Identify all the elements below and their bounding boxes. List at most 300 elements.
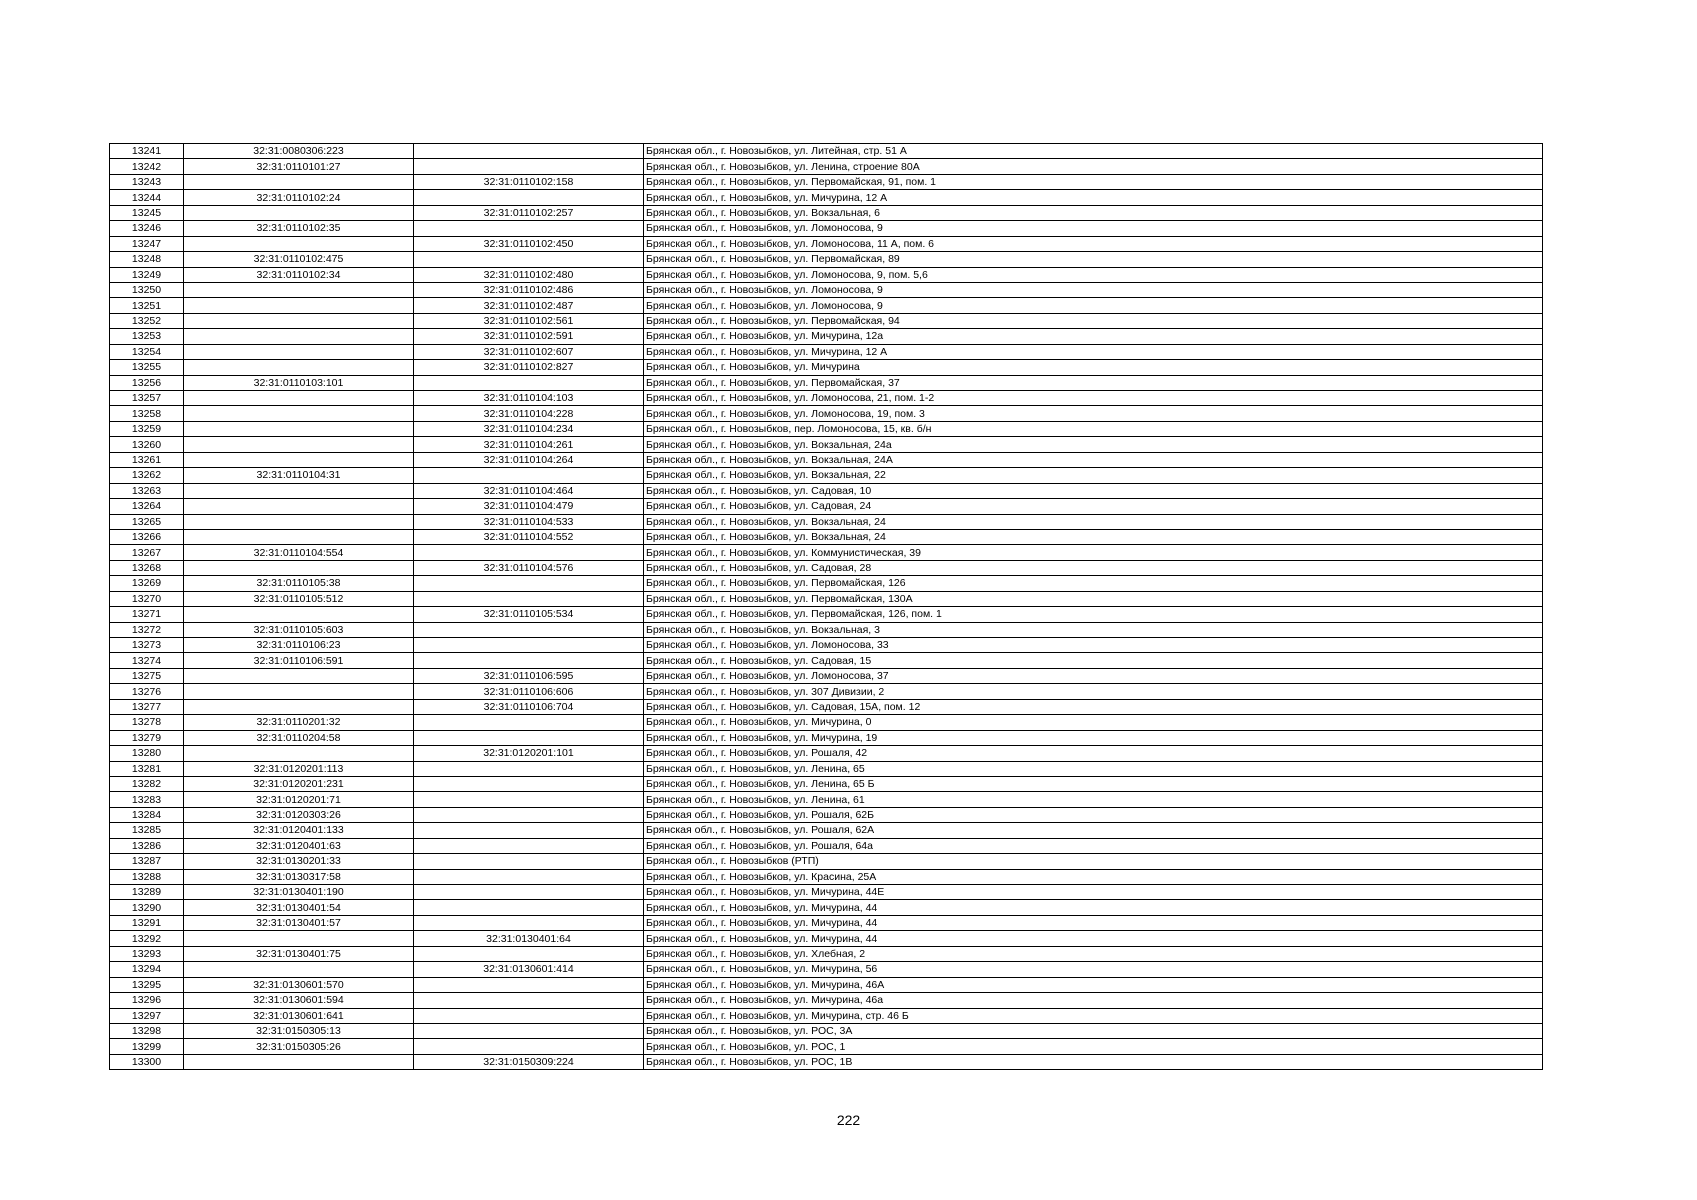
related-cadastral-number-cell [414, 946, 644, 961]
address-cell: Брянская обл., г. Новозыбков, ул. Вокзальная, 3 [644, 622, 1543, 637]
table-row [110, 591, 1543, 606]
cadastral-number-cell: 32:31:0150305:26 [184, 1039, 414, 1054]
row-number-cell: 13295 [110, 977, 184, 992]
address-cell: Брянская обл., г. Новозыбков, ул. Садовая, 10 [644, 483, 1543, 498]
cadastral-number-cell [184, 313, 414, 328]
cadastral-number-cell [184, 421, 414, 436]
table-row [110, 915, 1543, 930]
cadastral-number-cell: 32:31:0120401:133 [184, 823, 414, 838]
address-cell: Брянская обл., г. Новозыбков, ул. Ломоносова, 21, пом. 1-2 [644, 391, 1543, 406]
table-row [110, 468, 1543, 483]
address-cell: Брянская обл., г. Новозыбков, ул. Мичурина, 44 [644, 931, 1543, 946]
address-cell: Брянская обл., г. Новозыбков, ул. Ленина, 61 [644, 792, 1543, 807]
table-row [110, 854, 1543, 869]
registry-sheet [109, 143, 1542, 1070]
related-cadastral-number-cell: 32:31:0110105:534 [414, 607, 644, 622]
cadastral-number-cell: 32:31:0130201:33 [184, 854, 414, 869]
related-cadastral-number-cell: 32:31:0150309:224 [414, 1054, 644, 1069]
address-cell: Брянская обл., г. Новозыбков, ул. Ленина, строение 80А [644, 159, 1543, 174]
address-cell: Брянская обл., г. Новозыбков, ул. Ломоносова, 9 [644, 282, 1543, 297]
related-cadastral-number-cell [414, 761, 644, 776]
related-cadastral-number-cell [414, 993, 644, 1008]
table-row [110, 190, 1543, 205]
row-number-cell: 13279 [110, 730, 184, 745]
cadastral-number-cell [184, 1054, 414, 1069]
table-row [110, 730, 1543, 745]
row-number-cell: 13246 [110, 221, 184, 236]
table-row [110, 545, 1543, 560]
address-cell: Брянская обл., г. Новозыбков, ул. Рошаля, 62А [644, 823, 1543, 838]
cadastral-number-cell: 32:31:0110103:101 [184, 375, 414, 390]
cadastral-number-cell [184, 236, 414, 251]
related-cadastral-number-cell: 32:31:0110102:486 [414, 282, 644, 297]
cadastral-number-cell: 32:31:0110204:58 [184, 730, 414, 745]
address-cell: Брянская обл., г. Новозыбков, ул. Садовая, 24 [644, 499, 1543, 514]
row-number-cell: 13256 [110, 375, 184, 390]
cadastral-number-cell: 32:31:0080306:223 [184, 144, 414, 159]
cadastral-number-cell: 32:31:0130601:594 [184, 993, 414, 1008]
address-cell: Брянская обл., г. Новозыбков, ул. Мичурина, 46а [644, 993, 1543, 1008]
cadastral-number-cell [184, 699, 414, 714]
row-number-cell: 13262 [110, 468, 184, 483]
table-row [110, 962, 1543, 977]
address-cell: Брянская обл., г. Новозыбков, ул. Мичурина, 0 [644, 715, 1543, 730]
row-number-cell: 13275 [110, 668, 184, 683]
table-row [110, 421, 1543, 436]
table-row [110, 344, 1543, 359]
related-cadastral-number-cell: 32:31:0110102:158 [414, 174, 644, 189]
row-number-cell: 13289 [110, 885, 184, 900]
cadastral-number-cell: 32:31:0120201:231 [184, 776, 414, 791]
address-cell: Брянская обл., г. Новозыбков, ул. Литейная, стр. 51 А [644, 144, 1543, 159]
row-number-cell: 13258 [110, 406, 184, 421]
cadastral-number-cell: 32:31:0120201:71 [184, 792, 414, 807]
cadastral-number-cell [184, 560, 414, 575]
row-number-cell: 13244 [110, 190, 184, 205]
table-row [110, 298, 1543, 313]
related-cadastral-number-cell [414, 715, 644, 730]
cadastral-number-cell: 32:31:0110101:27 [184, 159, 414, 174]
related-cadastral-number-cell: 32:31:0110102:827 [414, 360, 644, 375]
row-number-cell: 13286 [110, 838, 184, 853]
cadastral-number-cell: 32:31:0130401:190 [184, 885, 414, 900]
table-row [110, 329, 1543, 344]
table-row [110, 514, 1543, 529]
cadastral-number-cell: 32:31:0110102:34 [184, 267, 414, 282]
table-row [110, 560, 1543, 575]
related-cadastral-number-cell [414, 252, 644, 267]
related-cadastral-number-cell: 32:31:0120201:101 [414, 746, 644, 761]
cadastral-number-cell: 32:31:0110201:32 [184, 715, 414, 730]
cadastral-number-cell: 32:31:0110106:23 [184, 638, 414, 653]
row-number-cell: 13297 [110, 1008, 184, 1023]
table-row [110, 452, 1543, 467]
address-cell: Брянская обл., г. Новозыбков, ул. Первомайская, 126, пом. 1 [644, 607, 1543, 622]
address-cell: Брянская обл., г. Новозыбков, ул. Ломоносова, 9, пом. 5,6 [644, 267, 1543, 282]
address-cell: Брянская обл., г. Новозыбков, ул. Ломоносова, 11 А, пом. 6 [644, 236, 1543, 251]
cadastral-number-cell: 32:31:0110106:591 [184, 653, 414, 668]
table-row [110, 174, 1543, 189]
cadastral-number-cell: 32:31:0110105:38 [184, 576, 414, 591]
row-number-cell: 13255 [110, 360, 184, 375]
address-cell: Брянская обл., г. Новозыбков, ул. Ломоносова, 33 [644, 638, 1543, 653]
row-number-cell: 13294 [110, 962, 184, 977]
table-row [110, 776, 1543, 791]
related-cadastral-number-cell [414, 838, 644, 853]
row-number-cell: 13259 [110, 421, 184, 436]
address-cell: Брянская обл., г. Новозыбков, ул. Мичурина, 12 А [644, 190, 1543, 205]
row-number-cell: 13245 [110, 205, 184, 220]
related-cadastral-number-cell: 32:31:0110104:264 [414, 452, 644, 467]
cadastral-number-cell [184, 499, 414, 514]
row-number-cell: 13278 [110, 715, 184, 730]
address-cell: Брянская обл., г. Новозыбков, ул. Садовая, 15А, пом. 12 [644, 699, 1543, 714]
cadastral-number-cell: 32:31:0110104:554 [184, 545, 414, 560]
row-number-cell: 13260 [110, 437, 184, 452]
address-cell: Брянская обл., г. Новозыбков, ул. Мичурина, 44 [644, 915, 1543, 930]
address-cell: Брянская обл., г. Новозыбков, ул. Вокзальная, 6 [644, 205, 1543, 220]
address-cell: Брянская обл., г. Новозыбков, ул. Ломоносова, 9 [644, 221, 1543, 236]
related-cadastral-number-cell [414, 869, 644, 884]
table-row [110, 715, 1543, 730]
related-cadastral-number-cell [414, 375, 644, 390]
related-cadastral-number-cell [414, 900, 644, 915]
related-cadastral-number-cell [414, 576, 644, 591]
related-cadastral-number-cell: 32:31:0110102:450 [414, 236, 644, 251]
cadastral-number-cell [184, 360, 414, 375]
table-row [110, 1039, 1543, 1054]
table-row [110, 499, 1543, 514]
cadastral-number-cell: 32:31:0130401:75 [184, 946, 414, 961]
address-cell: Брянская обл., г. Новозыбков, ул. Ленина, 65 [644, 761, 1543, 776]
related-cadastral-number-cell: 32:31:0110104:576 [414, 560, 644, 575]
cadastral-number-cell [184, 607, 414, 622]
address-cell: Брянская обл., г. Новозыбков, ул. Вокзальная, 24 [644, 529, 1543, 544]
cadastral-number-cell [184, 483, 414, 498]
address-cell: Брянская обл., г. Новозыбков, ул. Первомайская, 37 [644, 375, 1543, 390]
row-number-cell: 13264 [110, 499, 184, 514]
table-row [110, 931, 1543, 946]
address-cell: Брянская обл., г. Новозыбков, ул. Мичурина, стр. 46 Б [644, 1008, 1543, 1023]
row-number-cell: 13284 [110, 807, 184, 822]
address-cell: Брянская обл., г. Новозыбков, ул. Ломоносова, 9 [644, 298, 1543, 313]
table-row [110, 684, 1543, 699]
cadastral-number-cell [184, 746, 414, 761]
page-number: 222 [836, 1112, 861, 1128]
related-cadastral-number-cell [414, 885, 644, 900]
row-number-cell: 13290 [110, 900, 184, 915]
row-number-cell: 13243 [110, 174, 184, 189]
address-cell: Брянская обл., г. Новозыбков, ул. РОС, 3А [644, 1023, 1543, 1038]
related-cadastral-number-cell [414, 915, 644, 930]
address-cell: Брянская обл., г. Новозыбков, ул. Мичурина, 56 [644, 962, 1543, 977]
table-row [110, 838, 1543, 853]
cadastral-number-cell [184, 344, 414, 359]
related-cadastral-number-cell [414, 730, 644, 745]
cadastral-number-cell [184, 684, 414, 699]
row-number-cell: 13250 [110, 282, 184, 297]
row-number-cell: 13272 [110, 622, 184, 637]
row-number-cell: 13276 [110, 684, 184, 699]
table-row [110, 807, 1543, 822]
related-cadastral-number-cell: 32:31:0130401:64 [414, 931, 644, 946]
related-cadastral-number-cell [414, 854, 644, 869]
table-row [110, 576, 1543, 591]
address-cell: Брянская обл., г. Новозыбков, ул. Первомайская, 126 [644, 576, 1543, 591]
table-row [110, 668, 1543, 683]
related-cadastral-number-cell [414, 622, 644, 637]
row-number-cell: 13265 [110, 514, 184, 529]
cadastral-number-cell [184, 406, 414, 421]
related-cadastral-number-cell: 32:31:0110104:234 [414, 421, 644, 436]
row-number-cell: 13261 [110, 452, 184, 467]
row-number-cell: 13273 [110, 638, 184, 653]
row-number-cell: 13242 [110, 159, 184, 174]
cadastral-number-cell [184, 391, 414, 406]
row-number-cell: 13277 [110, 699, 184, 714]
address-cell: Брянская обл., г. Новозыбков, ул. Вокзальная, 24А [644, 452, 1543, 467]
table-row [110, 282, 1543, 297]
address-cell: Брянская обл., г. Новозыбков, ул. Красина, 25А [644, 869, 1543, 884]
cadastral-number-cell: 32:31:0110102:35 [184, 221, 414, 236]
address-cell: Брянская обл., г. Новозыбков, ул. Рошаля, 42 [644, 746, 1543, 761]
cadastral-number-cell: 32:31:0130601:570 [184, 977, 414, 992]
related-cadastral-number-cell: 32:31:0110104:479 [414, 499, 644, 514]
row-number-cell: 13254 [110, 344, 184, 359]
registry-table [109, 143, 1543, 1070]
row-number-cell: 13270 [110, 591, 184, 606]
row-number-cell: 13291 [110, 915, 184, 930]
address-cell: Брянская обл., г. Новозыбков, ул. Мичурина [644, 360, 1543, 375]
address-cell: Брянская обл., г. Новозыбков, ул. Садовая, 28 [644, 560, 1543, 575]
cadastral-number-cell [184, 329, 414, 344]
address-cell: Брянская обл., г. Новозыбков, ул. Мичурина, 12 А [644, 344, 1543, 359]
related-cadastral-number-cell [414, 159, 644, 174]
address-cell: Брянская обл., г. Новозыбков, ул. Рошаля, 62Б [644, 807, 1543, 822]
row-number-cell: 13283 [110, 792, 184, 807]
table-row [110, 313, 1543, 328]
cadastral-number-cell [184, 962, 414, 977]
cadastral-number-cell: 32:31:0150305:13 [184, 1023, 414, 1038]
address-cell: Брянская обл., г. Новозыбков, ул. Вокзальная, 24 [644, 514, 1543, 529]
related-cadastral-number-cell [414, 638, 644, 653]
address-cell: Брянская обл., г. Новозыбков, ул. Садовая, 15 [644, 653, 1543, 668]
cadastral-number-cell [184, 282, 414, 297]
cadastral-number-cell: 32:31:0110105:603 [184, 622, 414, 637]
table-row [110, 205, 1543, 220]
cadastral-number-cell: 32:31:0130401:57 [184, 915, 414, 930]
related-cadastral-number-cell [414, 1039, 644, 1054]
address-cell: Брянская обл., г. Новозыбков, ул. Мичурина, 19 [644, 730, 1543, 745]
cadastral-number-cell [184, 931, 414, 946]
cadastral-number-cell: 32:31:0110104:31 [184, 468, 414, 483]
related-cadastral-number-cell: 32:31:0110102:480 [414, 267, 644, 282]
address-cell: Брянская обл., г. Новозыбков, ул. Первомайская, 91, пом. 1 [644, 174, 1543, 189]
address-cell: Брянская обл., г. Новозыбков, ул. Мичурина, 46А [644, 977, 1543, 992]
related-cadastral-number-cell [414, 776, 644, 791]
row-number-cell: 13268 [110, 560, 184, 575]
cadastral-number-cell: 32:31:0120401:63 [184, 838, 414, 853]
address-cell: Брянская обл., г. Новозыбков, ул. Первомайская, 94 [644, 313, 1543, 328]
address-cell: Брянская обл., г. Новозыбков, ул. Коммунистическая, 39 [644, 545, 1543, 560]
related-cadastral-number-cell: 32:31:0110104:533 [414, 514, 644, 529]
related-cadastral-number-cell [414, 977, 644, 992]
table-row [110, 144, 1543, 159]
address-cell: Брянская обл., г. Новозыбков, ул. Рошаля, 64а [644, 838, 1543, 853]
related-cadastral-number-cell: 32:31:0110106:704 [414, 699, 644, 714]
table-row [110, 746, 1543, 761]
row-number-cell: 13271 [110, 607, 184, 622]
table-row [110, 699, 1543, 714]
cadastral-number-cell [184, 668, 414, 683]
related-cadastral-number-cell [414, 545, 644, 560]
table-row [110, 437, 1543, 452]
cadastral-number-cell: 32:31:0120303:26 [184, 807, 414, 822]
row-number-cell: 13251 [110, 298, 184, 313]
related-cadastral-number-cell [414, 1008, 644, 1023]
address-cell: Брянская обл., г. Новозыбков, ул. Хлебная, 2 [644, 946, 1543, 961]
related-cadastral-number-cell [414, 591, 644, 606]
related-cadastral-number-cell [414, 653, 644, 668]
row-number-cell: 13269 [110, 576, 184, 591]
table-row [110, 406, 1543, 421]
cadastral-number-cell [184, 174, 414, 189]
related-cadastral-number-cell: 32:31:0110102:561 [414, 313, 644, 328]
related-cadastral-number-cell: 32:31:0110104:552 [414, 529, 644, 544]
row-number-cell: 13267 [110, 545, 184, 560]
table-row [110, 869, 1543, 884]
address-cell: Брянская обл., г. Новозыбков, ул. РОС, 1 [644, 1039, 1543, 1054]
cadastral-number-cell: 32:31:0130401:54 [184, 900, 414, 915]
cadastral-number-cell [184, 514, 414, 529]
table-row [110, 1023, 1543, 1038]
related-cadastral-number-cell: 32:31:0110102:591 [414, 329, 644, 344]
row-number-cell: 13281 [110, 761, 184, 776]
row-number-cell: 13299 [110, 1039, 184, 1054]
table-row [110, 885, 1543, 900]
row-number-cell: 13248 [110, 252, 184, 267]
address-cell: Брянская обл., г. Новозыбков, ул. Вокзальная, 24а [644, 437, 1543, 452]
table-row [110, 391, 1543, 406]
table-row [110, 946, 1543, 961]
related-cadastral-number-cell [414, 221, 644, 236]
address-cell: Брянская обл., г. Новозыбков, ул. Ломоносова, 37 [644, 668, 1543, 683]
row-number-cell: 13252 [110, 313, 184, 328]
address-cell: Брянская обл., г. Новозыбков, пер. Ломоносова, 15, кв. б/н [644, 421, 1543, 436]
row-number-cell: 13253 [110, 329, 184, 344]
cadastral-number-cell [184, 205, 414, 220]
address-cell: Брянская обл., г. Новозыбков, ул. Вокзальная, 22 [644, 468, 1543, 483]
row-number-cell: 13241 [110, 144, 184, 159]
related-cadastral-number-cell: 32:31:0110106:595 [414, 668, 644, 683]
address-cell: Брянская обл., г. Новозыбков (РТП) [644, 854, 1543, 869]
row-number-cell: 13292 [110, 931, 184, 946]
table-row [110, 375, 1543, 390]
cadastral-number-cell: 32:31:0110102:475 [184, 252, 414, 267]
row-number-cell: 13249 [110, 267, 184, 282]
address-cell: Брянская обл., г. Новозыбков, ул. Ленина, 65 Б [644, 776, 1543, 791]
related-cadastral-number-cell: 32:31:0110102:607 [414, 344, 644, 359]
row-number-cell: 13263 [110, 483, 184, 498]
related-cadastral-number-cell: 32:31:0110104:261 [414, 437, 644, 452]
cadastral-number-cell [184, 529, 414, 544]
row-number-cell: 13257 [110, 391, 184, 406]
cadastral-number-cell: 32:31:0130317:58 [184, 869, 414, 884]
table-row [110, 236, 1543, 251]
row-number-cell: 13293 [110, 946, 184, 961]
address-cell: Брянская обл., г. Новозыбков, ул. 307 Дивизии, 2 [644, 684, 1543, 699]
registry-table-body [110, 144, 1543, 1070]
table-row [110, 607, 1543, 622]
row-number-cell: 13266 [110, 529, 184, 544]
address-cell: Брянская обл., г. Новозыбков, ул. Мичурина, 44 [644, 900, 1543, 915]
table-row [110, 823, 1543, 838]
table-row [110, 761, 1543, 776]
related-cadastral-number-cell [414, 1023, 644, 1038]
table-row [110, 483, 1543, 498]
table-row [110, 267, 1543, 282]
row-number-cell: 13288 [110, 869, 184, 884]
table-row [110, 159, 1543, 174]
related-cadastral-number-cell [414, 468, 644, 483]
row-number-cell: 13287 [110, 854, 184, 869]
table-row [110, 622, 1543, 637]
address-cell: Брянская обл., г. Новозыбков, ул. Мичурина, 12а [644, 329, 1543, 344]
row-number-cell: 13280 [110, 746, 184, 761]
related-cadastral-number-cell: 32:31:0110102:487 [414, 298, 644, 313]
address-cell: Брянская обл., г. Новозыбков, ул. РОС, 1В [644, 1054, 1543, 1069]
cadastral-number-cell: 32:31:0120201:113 [184, 761, 414, 776]
cadastral-number-cell: 32:31:0110102:24 [184, 190, 414, 205]
related-cadastral-number-cell: 32:31:0110104:464 [414, 483, 644, 498]
related-cadastral-number-cell [414, 144, 644, 159]
cadastral-number-cell: 32:31:0110105:512 [184, 591, 414, 606]
table-row [110, 993, 1543, 1008]
related-cadastral-number-cell [414, 807, 644, 822]
address-cell: Брянская обл., г. Новозыбков, ул. Первомайская, 130А [644, 591, 1543, 606]
related-cadastral-number-cell: 32:31:0130601:414 [414, 962, 644, 977]
related-cadastral-number-cell: 32:31:0110104:103 [414, 391, 644, 406]
cadastral-number-cell [184, 437, 414, 452]
related-cadastral-number-cell: 32:31:0110106:606 [414, 684, 644, 699]
table-row [110, 360, 1543, 375]
related-cadastral-number-cell: 32:31:0110104:228 [414, 406, 644, 421]
cadastral-number-cell [184, 452, 414, 467]
row-number-cell: 13285 [110, 823, 184, 838]
related-cadastral-number-cell [414, 190, 644, 205]
table-row [110, 638, 1543, 653]
row-number-cell: 13298 [110, 1023, 184, 1038]
table-row [110, 977, 1543, 992]
cadastral-number-cell: 32:31:0130601:641 [184, 1008, 414, 1023]
row-number-cell: 13247 [110, 236, 184, 251]
related-cadastral-number-cell: 32:31:0110102:257 [414, 205, 644, 220]
cadastral-number-cell [184, 298, 414, 313]
address-cell: Брянская обл., г. Новозыбков, ул. Первомайская, 89 [644, 252, 1543, 267]
table-row [110, 792, 1543, 807]
related-cadastral-number-cell [414, 823, 644, 838]
related-cadastral-number-cell [414, 792, 644, 807]
table-row [110, 252, 1543, 267]
table-row [110, 653, 1543, 668]
table-row [110, 1008, 1543, 1023]
row-number-cell: 13296 [110, 993, 184, 1008]
table-row [110, 900, 1543, 915]
address-cell: Брянская обл., г. Новозыбков, ул. Ломоносова, 19, пом. 3 [644, 406, 1543, 421]
row-number-cell: 13282 [110, 776, 184, 791]
row-number-cell: 13274 [110, 653, 184, 668]
table-row [110, 221, 1543, 236]
